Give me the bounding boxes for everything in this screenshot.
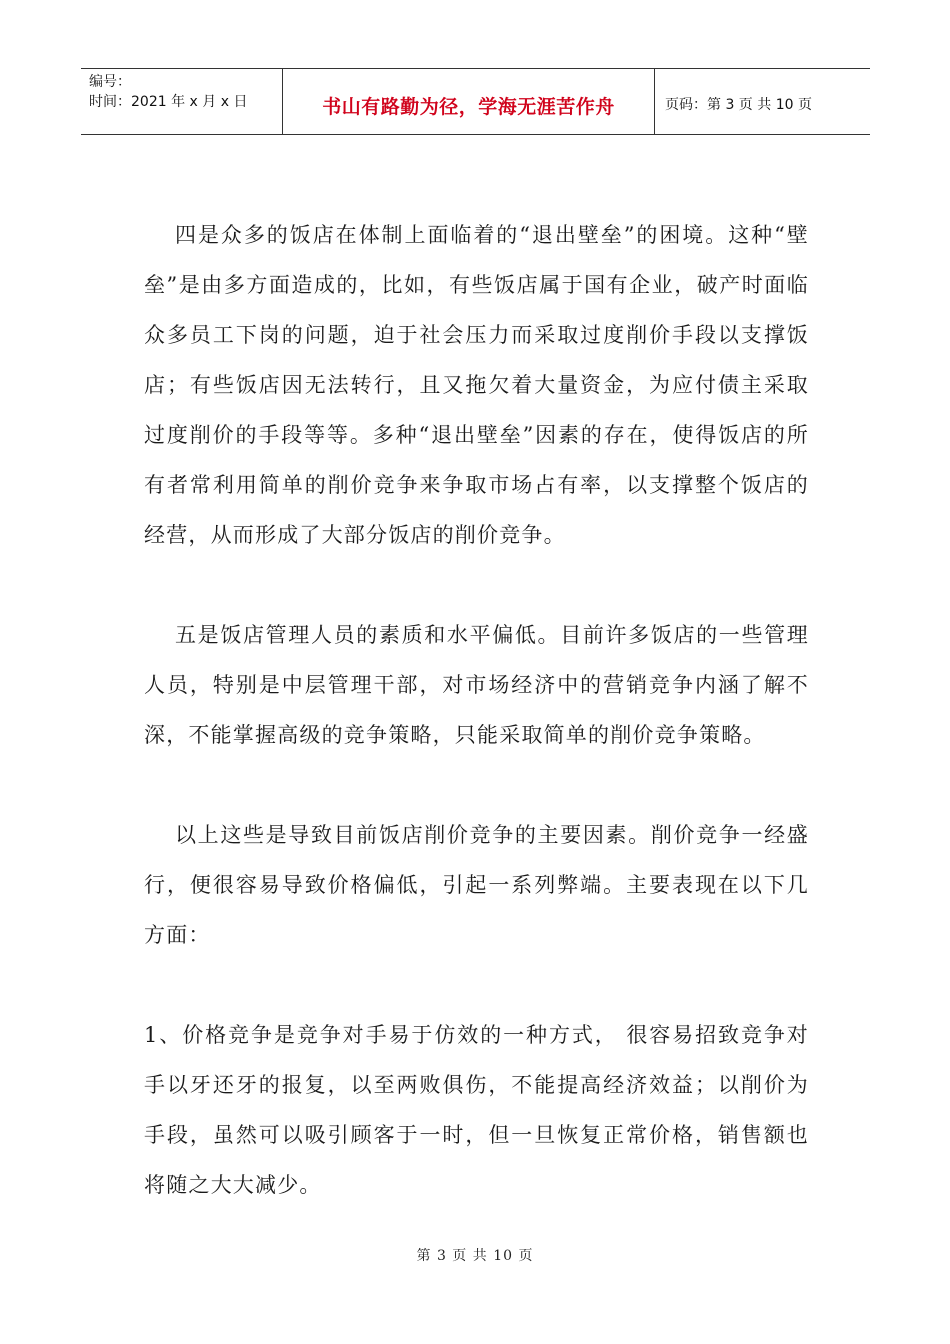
header-meta [89, 72, 247, 112]
paragraph-4: 四是众多的饭店在体制上面临着的“退出壁垒”的困境。这种“壁垒”是由多方面造成的，比如，有些饭店属于国有企业，破产时面临众多员工下岗的问题，迫于社会压力而采取过度削价手段以支撑饭店；有些饭店因无法转行，且又拖欠着大量资金，为应付债主采取过度削价的手段等等。多种“退出壁垒”因素的存在，使得饭店的所有者常利用简单的削价竞争来争取市场占有率，以支撑整个饭店的经营，从而形成了大部分饭店的削价竞争。 [144, 223, 809, 547]
header-divider [654, 69, 655, 134]
document-header [81, 68, 870, 135]
page-footer: 第 3 页 共 10 页 [416, 1248, 534, 1264]
header-motto: 书山有路勤为径，学海无涯苦作舟 [322, 95, 615, 118]
header-page-label: 页码：第 3 页 共 10 页 [665, 97, 812, 113]
document-body [144, 210, 809, 1210]
number-label: 编号： [89, 74, 131, 90]
paragraph-5: 五是饭店管理人员的素质和水平偏低。目前许多饭店的一些管理人员，特别是中层管理干部，对市场经济中的营销竞争内涵了解不深，不能掌握高级的竞争策略，只能采取简单的削价竞争策略。 [144, 623, 809, 747]
paragraph-item-1: 1、价格竞争是竞争对手易于仿效的一种方式， 很容易招致竞争对手以牙还牙的报复，以至两败俱伤，不能提高经济效益；以削价为手段，虽然可以吸引顾客于一时，但一旦恢复正常价格，销售额也将随之大大减少。 [144, 1023, 809, 1197]
paragraph-summary: 以上这些是导致目前饭店削价竞争的主要因素。削价竞争一经盛行，便很容易导致价格偏低，引起一系列弊端。主要表现在以下几方面： [144, 823, 809, 947]
date-label: 时间：2021 年 x 月 x 日 [89, 94, 248, 110]
